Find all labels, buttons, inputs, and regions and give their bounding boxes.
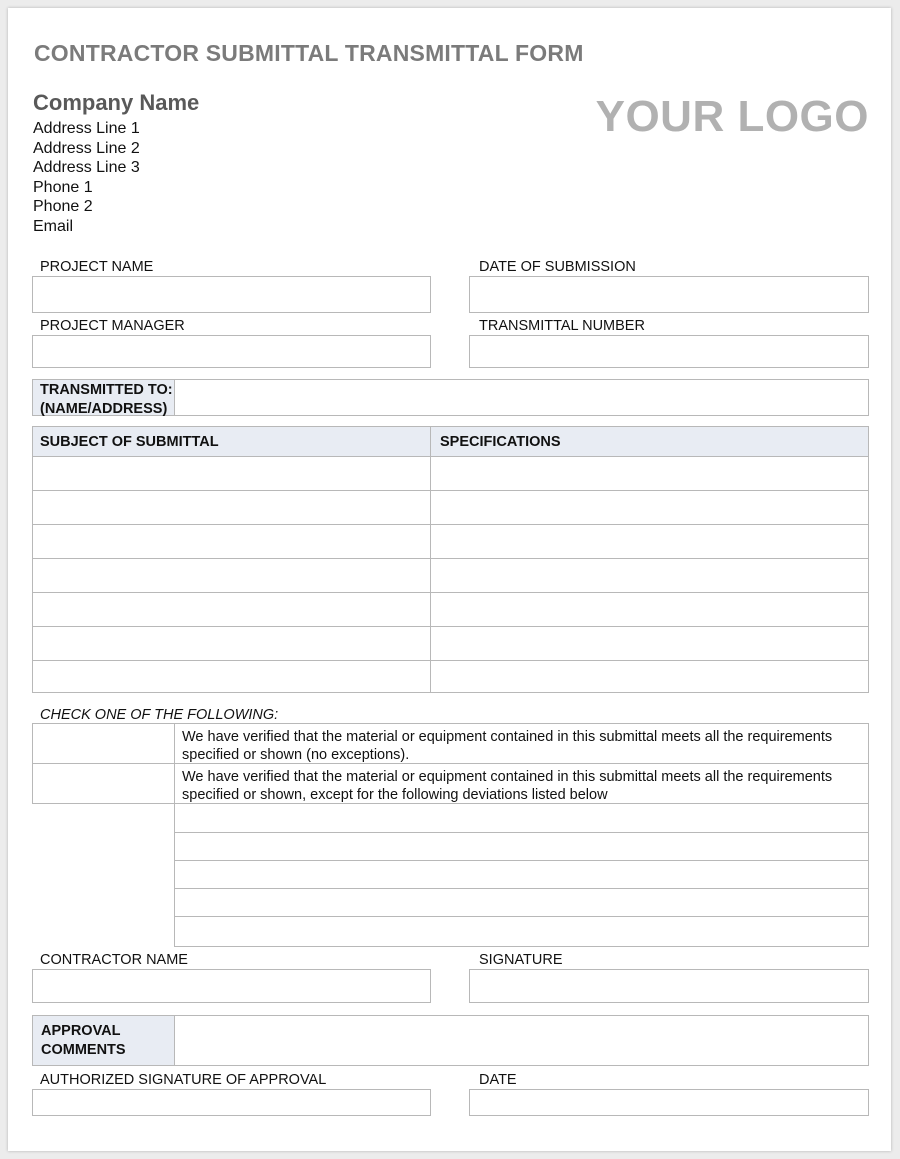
deviations-box[interactable] bbox=[174, 803, 869, 947]
approval-comments-row bbox=[32, 1015, 869, 1066]
approval-comments-label-line2: COMMENTS bbox=[41, 1042, 126, 1058]
table-row-divider bbox=[33, 592, 868, 593]
option-2-checkbox[interactable] bbox=[32, 763, 175, 804]
subject-of-submittal-header: SUBJECT OF SUBMITTAL bbox=[40, 434, 219, 450]
contractor-name-field[interactable] bbox=[32, 969, 431, 1003]
deviation-line bbox=[175, 916, 868, 917]
transmitted-to-label-line1: TRANSMITTED TO: bbox=[40, 382, 173, 398]
project-name-label: PROJECT NAME bbox=[40, 259, 154, 275]
option-1-checkbox[interactable] bbox=[32, 723, 175, 764]
table-row-divider bbox=[33, 558, 868, 559]
table-row-divider bbox=[33, 524, 868, 525]
column-divider bbox=[430, 427, 431, 692]
specifications-header: SPECIFICATIONS bbox=[440, 434, 561, 450]
option-1-cell bbox=[174, 723, 869, 764]
email: Email bbox=[33, 217, 74, 235]
date-of-submission-field[interactable] bbox=[469, 276, 869, 313]
contractor-name-label: CONTRACTOR NAME bbox=[40, 952, 188, 968]
form-title: CONTRACTOR SUBMITTAL TRANSMITTAL FORM bbox=[34, 40, 584, 66]
submittal-table bbox=[32, 426, 869, 693]
deviation-line bbox=[175, 832, 868, 833]
signature-label: SIGNATURE bbox=[479, 952, 563, 968]
project-manager-label: PROJECT MANAGER bbox=[40, 318, 185, 334]
option-2-cell bbox=[174, 763, 869, 804]
deviation-line bbox=[175, 860, 868, 861]
logo-placeholder: YOUR LOGO bbox=[595, 92, 869, 141]
check-section bbox=[32, 723, 869, 947]
date-of-submission-label: DATE OF SUBMISSION bbox=[479, 259, 636, 275]
authorized-signature-field[interactable] bbox=[32, 1089, 431, 1116]
approval-comments-field[interactable] bbox=[175, 1016, 868, 1065]
transmitted-to-label bbox=[40, 381, 173, 419]
signature-field[interactable] bbox=[469, 969, 869, 1003]
address-line-3: Address Line 3 bbox=[33, 159, 140, 177]
company-name: Company Name bbox=[33, 90, 200, 115]
company-address-block bbox=[33, 119, 140, 237]
transmitted-to-field[interactable] bbox=[175, 380, 868, 415]
phone-2: Phone 2 bbox=[33, 198, 93, 216]
phone-1: Phone 1 bbox=[33, 178, 93, 196]
project-manager-field[interactable] bbox=[32, 335, 431, 368]
project-name-field[interactable] bbox=[32, 276, 431, 313]
date-field[interactable] bbox=[469, 1089, 869, 1116]
check-heading: CHECK ONE OF THE FOLLOWING: bbox=[40, 707, 279, 723]
authorized-signature-label: AUTHORIZED SIGNATURE OF APPROVAL bbox=[40, 1072, 327, 1088]
approval-comments-label-line1: APPROVAL bbox=[41, 1023, 121, 1039]
option-1-text: We have verified that the material or equipment contained in this submittal meets all the requirements specified or shown (no exceptions). bbox=[182, 729, 833, 763]
address-line-1: Address Line 1 bbox=[33, 120, 140, 137]
form-page bbox=[8, 8, 891, 1151]
approval-comments-label-cell bbox=[33, 1016, 175, 1065]
transmitted-to-row bbox=[32, 379, 869, 416]
date-label: DATE bbox=[479, 1072, 517, 1088]
table-row-divider bbox=[33, 490, 868, 491]
transmittal-number-field[interactable] bbox=[469, 335, 869, 368]
transmitted-to-label-cell bbox=[33, 380, 175, 415]
transmitted-to-label-line2: (NAME/ADDRESS) bbox=[40, 401, 168, 417]
address-line-2: Address Line 2 bbox=[33, 139, 140, 157]
deviation-line bbox=[175, 888, 868, 889]
option-2-text: We have verified that the material or equipment contained in this submittal meets all the requirements specified or shown, except for the following deviations listed below bbox=[182, 769, 833, 803]
table-row-divider bbox=[33, 626, 868, 627]
transmittal-number-label: TRANSMITTAL NUMBER bbox=[479, 318, 645, 334]
table-row-divider bbox=[33, 660, 868, 661]
approval-comments-label bbox=[41, 1022, 126, 1060]
